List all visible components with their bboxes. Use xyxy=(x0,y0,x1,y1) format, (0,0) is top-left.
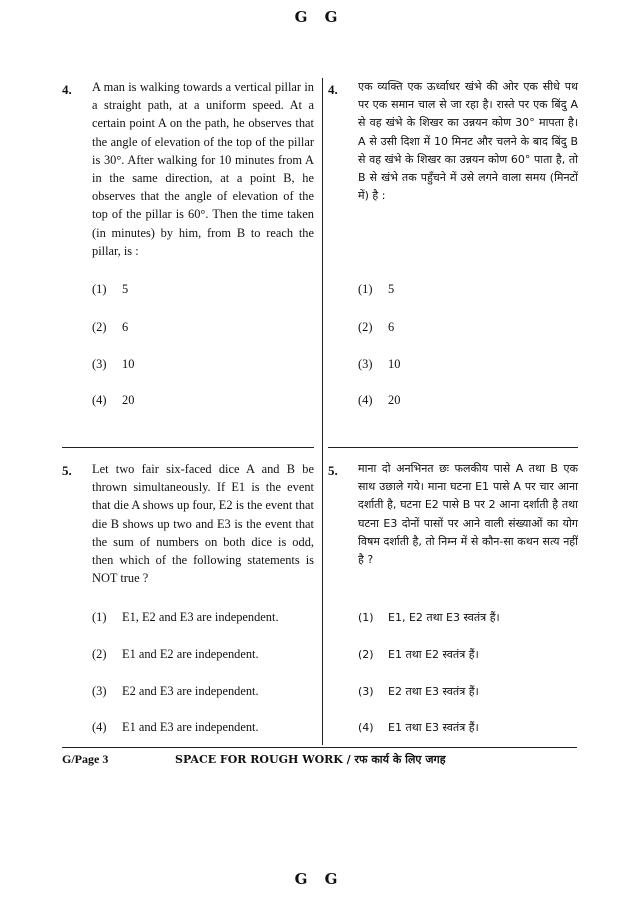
question-5-text-en: Let two fair six-faced dice A and B be thrown simultaneously. If E1 is the event that die A shows up four, E2 is the event that die B shows up two and E3 is the event that the sum of numbers on both dice is odd, then which of the following statements is NOT true ? xyxy=(92,462,314,586)
option-number: (2) xyxy=(358,320,373,334)
question-separator-right xyxy=(328,447,578,448)
option-text: 6 xyxy=(388,320,395,334)
option-text: E1, E2 and E3 are independent. xyxy=(122,610,279,624)
question-4-option-2-hi[interactable] xyxy=(358,320,394,335)
question-4-option-4-hi[interactable] xyxy=(358,393,400,408)
question-4-number: 4. xyxy=(62,82,72,97)
question-4-option-4-en[interactable] xyxy=(92,393,134,408)
option-number: (2) xyxy=(92,647,107,661)
option-number: (4) xyxy=(358,393,373,407)
option-number: (1) xyxy=(358,611,374,624)
column-divider xyxy=(322,78,323,745)
question-4-option-1-en[interactable] xyxy=(92,282,128,297)
question-5-option-3-hi[interactable] xyxy=(358,684,479,699)
option-number: (2) xyxy=(92,320,107,334)
question-5-number-hi: 5. xyxy=(328,463,338,478)
rough-work-label: SPACE FOR ROUGH WORK / रफ कार्य के लिए जगह xyxy=(175,753,446,766)
option-number: (2) xyxy=(358,648,374,661)
question-4-option-2-en[interactable] xyxy=(92,320,128,335)
question-5-option-1-en[interactable] xyxy=(92,610,279,625)
option-text: E1, E2 तथा E3 स्वतंत्र हैं। xyxy=(388,611,500,624)
option-number: (1) xyxy=(92,282,107,296)
question-5-option-1-hi[interactable] xyxy=(358,610,500,625)
option-text: E2 तथा E3 स्वतंत्र हैं। xyxy=(388,685,479,698)
question-5-option-2-en[interactable] xyxy=(92,647,259,662)
option-text: E2 and E3 are independent. xyxy=(122,684,259,698)
question-5-option-2-hi[interactable] xyxy=(358,647,479,662)
question-5-option-4-hi[interactable] xyxy=(358,720,479,735)
option-text: E1 तथा E2 स्वतंत्र हैं। xyxy=(388,648,479,661)
option-number: (4) xyxy=(358,721,374,734)
option-number: (3) xyxy=(358,357,373,371)
option-text: 20 xyxy=(388,393,401,407)
option-text: E1 तथा E3 स्वतंत्र हैं। xyxy=(388,721,479,734)
question-4-text-hi: एक व्यक्ति एक ऊर्ध्वाधर खंभे की ओर एक सीधे पथ पर एक समान चाल से जा रहा है। रास्ते पर एक बिंदु A से वह खंभे के शिखर का उन्नयन कोण 30° मापता है। A से उसी दिशा में 10 मिनट और चलने के बाद बिंदु B से वह खंभे के शिखर का उन्नयन कोण 60° पाता है, तो B से खंभे तक पहुँचने में उसे लगने वाला समय (मिनटों में) है : xyxy=(358,80,578,203)
option-text: 6 xyxy=(122,320,129,334)
question-4-option-3-en[interactable] xyxy=(92,357,134,372)
question-5-text-hi: माना दो अनभिनत छः फलकीय पासे A तथा B एक साथ उछाले गये। माना घटना E1 पासे A पर चार आना दर्शाती है, घटना E2 पासे B पर 2 आना दर्शाती है तथा घटना E3 दोनों पासों पर आने वाली संख्याओं का योग विषम दर्शाती है, तो निम्न में से कौन-सा कथन सत्य नहीं है ? xyxy=(358,462,578,567)
question-4-number-hi: 4. xyxy=(328,82,338,97)
page-header-mark: G G xyxy=(294,8,344,26)
option-number: (3) xyxy=(92,357,107,371)
option-number: (4) xyxy=(92,720,107,734)
option-text: 10 xyxy=(122,357,135,371)
option-number: (3) xyxy=(92,684,107,698)
option-text: E1 and E3 are independent. xyxy=(122,720,259,734)
question-5-number: 5. xyxy=(62,463,72,478)
option-number: (1) xyxy=(92,610,107,624)
option-text: 10 xyxy=(388,357,401,371)
option-number: (4) xyxy=(92,393,107,407)
page-footer-mark: G G xyxy=(294,870,344,888)
question-5-option-3-en[interactable] xyxy=(92,684,259,699)
option-text: 5 xyxy=(122,282,129,296)
option-text: 20 xyxy=(122,393,135,407)
footer-rule xyxy=(62,747,577,748)
question-5-option-4-en[interactable] xyxy=(92,720,259,735)
question-4-option-3-hi[interactable] xyxy=(358,357,400,372)
question-separator-left xyxy=(62,447,314,448)
option-text: 5 xyxy=(388,282,395,296)
question-4-text-en: A man is walking towards a vertical pillar in a straight path, at a uniform speed. At a certain point A on the path, he observes that the angle of elevation of the top of the pillar is 30°. After walking for 10 minutes from A in the same direction, at a point B, he observes that the angle of elevation of the top of the pillar is 60°. Then the time taken (in minutes) by him, from B to reach the pillar, is : xyxy=(92,80,314,258)
option-number: (1) xyxy=(358,282,373,296)
option-number: (3) xyxy=(358,685,374,698)
question-4-option-1-hi[interactable] xyxy=(358,282,394,297)
page-number: G/Page 3 xyxy=(62,752,109,766)
option-text: E1 and E2 are independent. xyxy=(122,647,259,661)
